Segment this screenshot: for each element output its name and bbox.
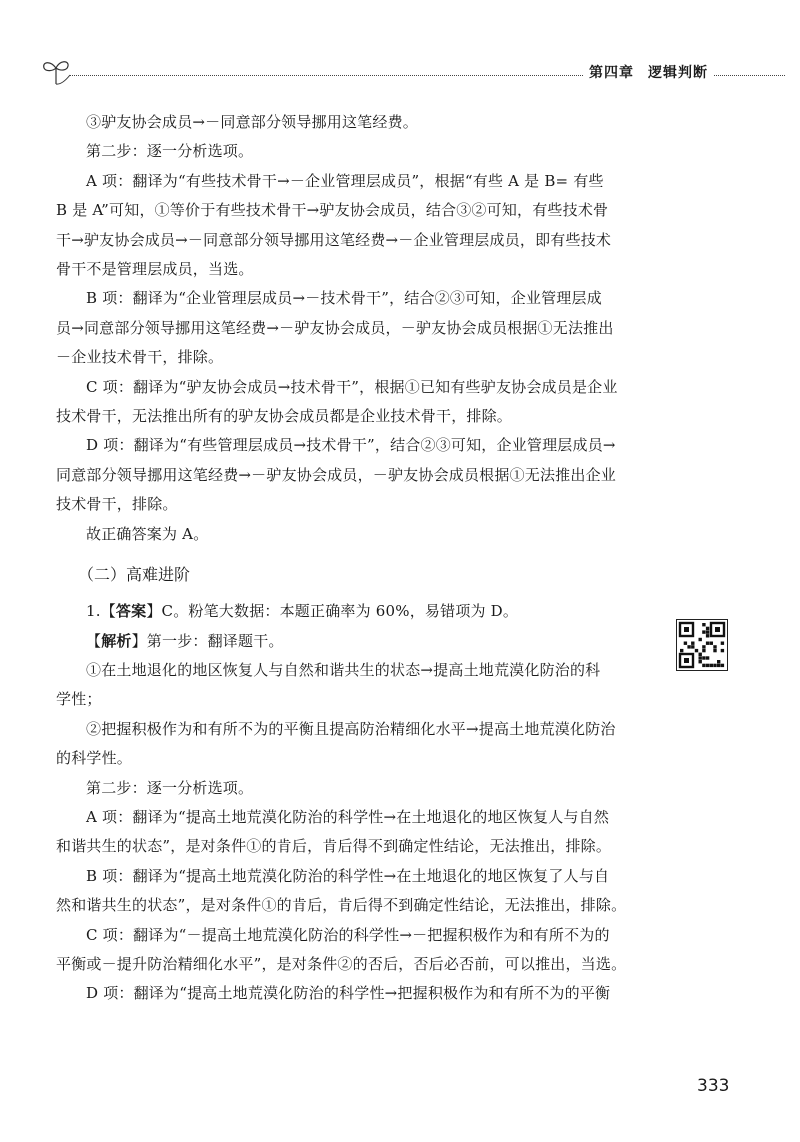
text-line: ②把握积极作为和有所不为的平衡且提高防治精细化水平→提高土地荒漠化防治 bbox=[86, 719, 616, 738]
chapter-number: 第四章 bbox=[589, 65, 634, 81]
text-line: A 项：翻译为“有些技术骨干→－企业管理层成员”，根据“有些 A 是 B= 有些 bbox=[86, 171, 604, 190]
text-line: C 项：翻译为“－提高土地荒漠化防治的科学性→－把握积极作为和有所不为的 bbox=[86, 925, 610, 944]
text-line: 故正确答案为 A。 bbox=[86, 524, 209, 543]
text-line: 学性； bbox=[56, 690, 102, 709]
text-line: 骨干不是管理层成员，当选。 bbox=[56, 260, 254, 279]
text-line: A 项：翻译为“提高土地荒漠化防治的科学性→在土地退化的地区恢复人与自然 bbox=[86, 807, 610, 826]
text-line: 干→驴友协会成员→－同意部分领导挪用这笔经费→－企业管理层成员，即有些技术 bbox=[56, 230, 612, 249]
analysis-block-1 bbox=[56, 108, 646, 549]
analysis-line: 【解析】第一步：翻译题干。 bbox=[86, 631, 284, 650]
qr-code-icon bbox=[676, 619, 728, 671]
chapter-heading bbox=[583, 62, 714, 82]
chapter-title: 逻辑判断 bbox=[648, 65, 708, 81]
page-content bbox=[56, 108, 646, 1009]
sprout-icon bbox=[40, 56, 72, 86]
text-line: C 项：翻译为“驴友协会成员→技术骨干”，根据①已知有些驴友协会成员是企业 bbox=[86, 377, 618, 396]
text-line: D 项：翻译为“有些管理层成员→技术骨干”，结合②③可知，企业管理层成员→ bbox=[86, 436, 616, 455]
page-number: 333 bbox=[697, 1076, 730, 1096]
answer-line: 1.【答案】C。粉笔大数据：本题正确率为 60%，易错项为 D。 bbox=[86, 602, 519, 621]
analysis-label: 解析 bbox=[101, 631, 132, 650]
text-line: －企业技术骨干，排除。 bbox=[56, 348, 224, 367]
answer-label: 答案 bbox=[115, 602, 147, 621]
analysis-block-2 bbox=[56, 656, 646, 1009]
text-line: B 项：翻译为“提高土地荒漠化防治的科学性→在土地退化的地区恢复了人与自 bbox=[86, 866, 610, 885]
page-header bbox=[40, 56, 785, 86]
text-line: 的科学性。 bbox=[56, 749, 133, 768]
text-line: D 项：翻译为“提高土地荒漠化防治的科学性→把握积极作为和有所不为的平衡 bbox=[86, 984, 611, 1003]
text-line: ①在土地退化的地区恢复人与自然和谐共生的状态→提高土地荒漠化防治的科 bbox=[86, 660, 601, 679]
text-line: 技术骨干，无法推出所有的驴友协会成员都是企业技术骨干，排除。 bbox=[56, 407, 513, 426]
text-line: 员→同意部分领导挪用这笔经费→－驴友协会成员，－驴友协会成员根据①无法推出 bbox=[56, 318, 614, 337]
text-line: 然和谐共生的状态”，是对条件①的肯后，肯后得不到确定性结论，无法推出，排除。 bbox=[56, 896, 627, 915]
text-line: B 是 A”可知，①等价于有些技术骨干→驴友协会成员，结合③②可知，有些技术骨 bbox=[56, 201, 609, 220]
text-line: 技术骨干，排除。 bbox=[56, 495, 178, 514]
text-line: B 项：翻译为“企业管理层成员→－技术骨干”，结合②③可知，企业管理层成 bbox=[86, 289, 602, 308]
text-line: 平衡或－提升防治精细化水平”，是对条件②的否后，否后必否前，可以推出，当选。 bbox=[56, 954, 627, 973]
text-line: 第二步：逐一分析选项。 bbox=[86, 142, 254, 161]
text-line: 第二步：逐一分析选项。 bbox=[86, 778, 254, 797]
text-line: ③驴友协会成员→－同意部分领导挪用这笔经费。 bbox=[86, 113, 418, 131]
text-line: 同意部分领导挪用这笔经费→－驴友协会成员，－驴友协会成员根据①无法推出企业 bbox=[56, 465, 616, 484]
text-line: 和谐共生的状态”，是对条件①的肯后，肯后得不到确定性结论，无法推出，排除。 bbox=[56, 837, 612, 856]
section-title: （二）高难进阶 bbox=[78, 565, 191, 585]
